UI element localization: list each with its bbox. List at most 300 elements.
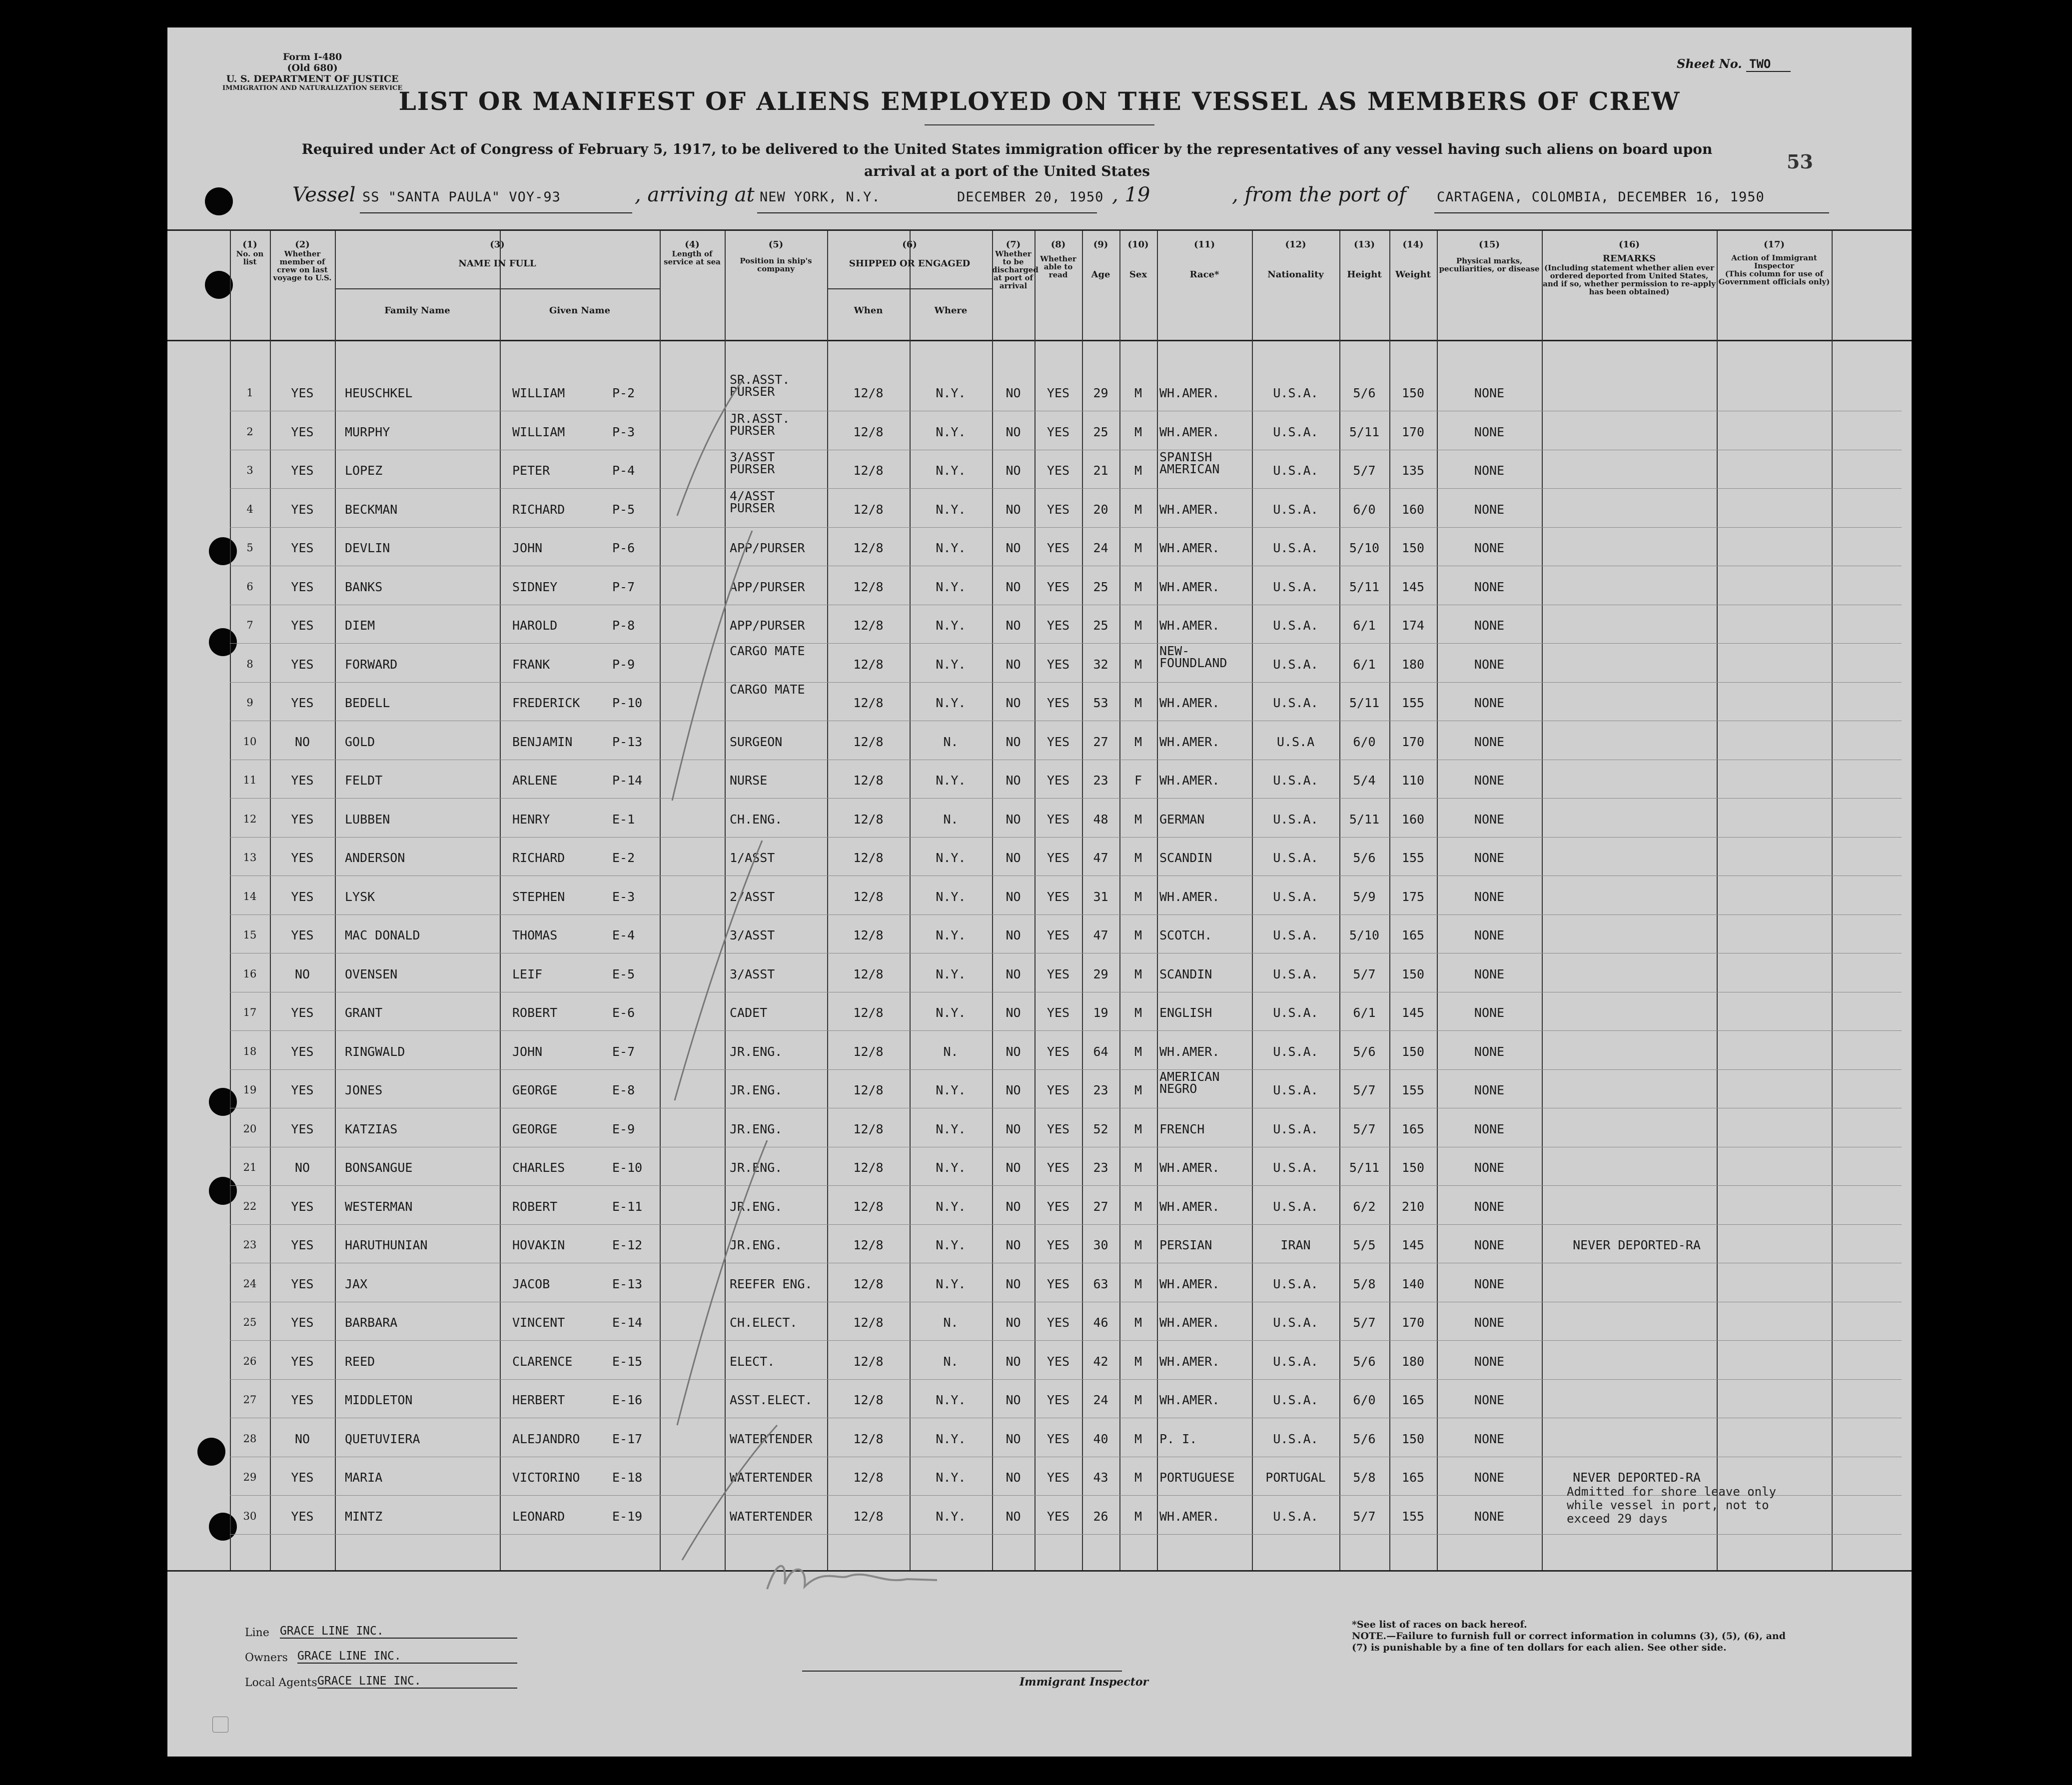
shipped-where-cell: N.Y.: [936, 1509, 966, 1524]
physical-marks-cell: NONE: [1474, 579, 1505, 594]
vessel-line: [167, 183, 1912, 216]
height-cell: 5/8: [1353, 1276, 1376, 1291]
family-name-cell: RINGWALD: [345, 1044, 405, 1059]
able-to-read-cell: YES: [1046, 1509, 1070, 1524]
race-cell: SCOTCH.: [1159, 928, 1212, 942]
able-to-read-cell: YES: [1046, 1431, 1070, 1446]
nationality-cell: U.S.A.: [1273, 1083, 1318, 1097]
discharged-cell: NO: [1006, 463, 1021, 478]
page-number: 53: [1787, 150, 1813, 173]
family-name-cell: OVENSEN: [345, 966, 398, 981]
given-name-cell: BENJAMIN: [512, 734, 573, 749]
header-nationality: [1252, 240, 1339, 280]
shipped-where-cell: N.Y.: [936, 773, 966, 788]
nationality-cell: U.S.A.: [1273, 1121, 1318, 1136]
header-weight: [1389, 240, 1437, 280]
race-cell: WH.AMER.: [1159, 773, 1220, 788]
family-name-cell: BECKMAN: [345, 502, 398, 517]
physical-marks-cell: NONE: [1474, 1354, 1505, 1369]
given-name-cell: CHARLES: [512, 1160, 565, 1175]
last-voyage-cell: YES: [291, 424, 314, 439]
nationality-cell: U.S.A.: [1273, 1431, 1318, 1446]
row-divider: [230, 837, 1902, 838]
discharged-cell: NO: [1006, 1470, 1021, 1485]
crew-code-cell: E-19: [612, 1509, 643, 1524]
weight-cell: 150: [1401, 541, 1425, 555]
shipped-when-cell: 12/8: [853, 1315, 884, 1330]
position-cell: WATERTENDER: [730, 1509, 813, 1524]
family-name-cell: BONSANGUE: [345, 1160, 413, 1175]
shipped-when-cell: 12/8: [853, 1160, 884, 1175]
sex-cell: M: [1134, 1315, 1142, 1330]
race-cell: SPANISH AMERICAN: [1159, 450, 1220, 476]
header-last-voyage: [270, 240, 335, 282]
shipped-when-cell: 12/8: [853, 1121, 884, 1136]
discharged-cell: NO: [1006, 1005, 1021, 1020]
age-cell: 42: [1093, 1354, 1108, 1369]
header-age: [1082, 240, 1119, 280]
sex-cell: M: [1134, 734, 1142, 749]
page-subtitle: Required under Act of Congress of February 5, 1917, to be delivered to the United States immigration officer by the representatives of any vessel having such aliens on board upon arrival at a port of the United States: [301, 141, 1713, 179]
height-cell: 5/10: [1349, 928, 1380, 942]
physical-marks-cell: NONE: [1474, 1121, 1505, 1136]
row-divider: [230, 1030, 1902, 1031]
physical-marks-cell: NONE: [1474, 812, 1505, 827]
last-voyage-cell: YES: [291, 1509, 314, 1524]
sex-cell: M: [1134, 386, 1142, 400]
header-num: (10): [1127, 239, 1149, 250]
check-stroke: [672, 531, 752, 801]
crew-code-cell: E-9: [612, 1121, 635, 1136]
discharged-cell: NO: [1006, 424, 1021, 439]
nationality-cell: U.S.A.: [1273, 1005, 1318, 1020]
weight-cell: 210: [1401, 1199, 1425, 1214]
physical-marks-cell: NONE: [1474, 1044, 1505, 1059]
crew-code-cell: E-14: [612, 1315, 643, 1330]
sex-cell: M: [1134, 889, 1142, 904]
departure-port: CARTAGENA, COLOMBIA, DECEMBER 16, 1950: [1437, 189, 1765, 205]
row-divider: [230, 488, 1902, 489]
able-to-read-cell: YES: [1046, 463, 1070, 478]
row-number: 20: [243, 1122, 257, 1135]
age-cell: 43: [1093, 1470, 1108, 1485]
able-to-read-cell: YES: [1046, 618, 1070, 633]
given-name-cell: GEORGE: [512, 1083, 558, 1097]
discharged-cell: NO: [1006, 1199, 1021, 1214]
arrival-date: DECEMBER 20, 1950: [957, 189, 1104, 205]
given-name-cell: LEONARD: [512, 1509, 565, 1524]
discharged-cell: NO: [1006, 889, 1021, 904]
physical-marks-cell: NONE: [1474, 1199, 1505, 1214]
nationality-cell: PORTUGAL: [1265, 1470, 1326, 1485]
position-cell: JR.ENG.: [730, 1160, 783, 1175]
crew-code-cell: P-14: [612, 773, 643, 788]
agents-label: Local Agents: [245, 1677, 317, 1689]
last-voyage-cell: NO: [294, 1431, 310, 1446]
row-number: 17: [243, 1006, 257, 1018]
height-cell: 6/1: [1353, 657, 1376, 672]
position-cell: 3/ASST PURSER: [730, 450, 775, 476]
shipped-where-cell: N.: [943, 1354, 959, 1369]
row-divider: [230, 1534, 1902, 1535]
able-to-read-cell: YES: [1046, 734, 1070, 749]
shipped-where-cell: N.Y.: [936, 1238, 966, 1252]
row-number: 8: [246, 658, 253, 670]
weight-cell: 155: [1401, 851, 1425, 865]
name-header-rule: [335, 288, 660, 289]
last-voyage-cell: YES: [291, 1393, 314, 1407]
physical-marks-cell: NONE: [1474, 734, 1505, 749]
service: IMMIGRATION AND NATURALIZATION SERVICE: [222, 84, 403, 92]
race-cell: P. I.: [1159, 1431, 1197, 1446]
column-rule: [500, 231, 501, 1570]
sex-cell: M: [1134, 1509, 1142, 1524]
age-cell: 26: [1093, 1509, 1108, 1524]
able-to-read-cell: YES: [1046, 1238, 1070, 1252]
shipped-where-cell: N.Y.: [936, 928, 966, 942]
race-cell: WH.AMER.: [1159, 1044, 1220, 1059]
height-cell: 5/7: [1353, 1121, 1376, 1136]
header-given-name: Given Name: [549, 305, 611, 316]
height-cell: 5/11: [1349, 424, 1380, 439]
nationality-cell: U.S.A.: [1273, 889, 1318, 904]
family-name-cell: JAX: [345, 1276, 368, 1291]
header-num: (14): [1402, 239, 1424, 250]
position-cell: 3/ASST: [730, 928, 775, 942]
race-cell: SCANDIN: [1159, 966, 1212, 981]
crew-code-cell: E-7: [612, 1044, 635, 1059]
header-position: [725, 240, 827, 273]
sex-cell: M: [1134, 463, 1142, 478]
last-voyage-cell: YES: [291, 812, 314, 827]
row-number: 18: [243, 1045, 257, 1057]
shipped-when-cell: 12/8: [853, 966, 884, 981]
nationality-cell: U.S.A: [1276, 734, 1315, 749]
age-cell: 48: [1093, 812, 1108, 827]
sheet-label: Sheet No.: [1677, 56, 1742, 71]
nationality-cell: U.S.A.: [1273, 1354, 1318, 1369]
family-name-cell: MINTZ: [345, 1509, 383, 1524]
form-identifier: [222, 51, 402, 92]
age-cell: 40: [1093, 1431, 1108, 1446]
position-cell: APP/PURSER: [730, 579, 805, 594]
header-num: (4): [685, 239, 700, 250]
able-to-read-cell: YES: [1046, 1393, 1070, 1407]
crew-code-cell: E-1: [612, 812, 635, 827]
shipped-when-cell: 12/8: [853, 657, 884, 672]
arrival-port: NEW YORK, N.Y.: [760, 189, 881, 205]
position-cell: CH.ELECT.: [730, 1315, 798, 1330]
race-cell: WH.AMER.: [1159, 1160, 1220, 1175]
physical-marks-cell: NONE: [1474, 889, 1505, 904]
race-cell: WH.AMER.: [1159, 579, 1220, 594]
header-inspector-action: [1717, 240, 1832, 286]
family-name-cell: KATZIAS: [345, 1121, 398, 1136]
crew-code-cell: E-15: [612, 1354, 643, 1369]
crew-code-cell: P-6: [612, 541, 635, 555]
shipped-when-cell: 12/8: [853, 502, 884, 517]
crew-code-cell: P-4: [612, 463, 635, 478]
last-voyage-cell: YES: [291, 1276, 314, 1291]
age-cell: 19: [1093, 1005, 1108, 1020]
check-stroke: [677, 1140, 767, 1425]
position-cell: ELECT.: [730, 1354, 775, 1369]
header-read: [1035, 240, 1082, 279]
row-number: 13: [243, 852, 257, 864]
race-cell: WH.AMER.: [1159, 696, 1220, 710]
row-number: 27: [243, 1394, 257, 1406]
race-cell: WH.AMER.: [1159, 386, 1220, 400]
family-name-cell: REED: [345, 1354, 375, 1369]
physical-marks-cell: NONE: [1474, 657, 1505, 672]
discharged-cell: NO: [1006, 1160, 1021, 1175]
last-voyage-cell: YES: [291, 1238, 314, 1252]
height-cell: 5/4: [1353, 773, 1376, 788]
race-cell: SCANDIN: [1159, 851, 1212, 865]
header-discharged: [992, 239, 1038, 290]
age-cell: 23: [1093, 1083, 1108, 1097]
sex-cell: M: [1134, 657, 1142, 672]
shipped-when-cell: 12/8: [853, 1431, 884, 1446]
header-text: Action of Immigrant Inspector: [1731, 253, 1817, 270]
able-to-read-cell: YES: [1046, 1121, 1070, 1136]
family-name-cell: QUETUVIERA: [345, 1431, 420, 1446]
given-name-cell: STEPHEN: [512, 889, 565, 904]
row-number: 2: [246, 425, 253, 438]
shipped-where-cell: N.Y.: [936, 618, 966, 633]
last-voyage-cell: YES: [291, 1121, 314, 1136]
sex-cell: M: [1134, 1393, 1142, 1407]
footnotes: [1352, 1619, 1802, 1654]
last-voyage-cell: YES: [291, 657, 314, 672]
row-divider: [230, 1224, 1902, 1225]
shipped-when-cell: 12/8: [853, 1470, 884, 1485]
position-cell: APP/PURSER: [730, 541, 805, 555]
row-number: 16: [243, 967, 257, 980]
discharged-cell: NO: [1006, 1276, 1021, 1291]
header-num: (3): [490, 239, 505, 250]
position-cell: CARGO MATE: [730, 643, 805, 658]
header-text: Age: [1091, 269, 1110, 280]
given-name-cell: VICTORINO: [512, 1470, 580, 1485]
penalty-note: NOTE.—Failure to furnish full or correct information in columns (3), (5), (6), and (7) is punishable by a fine of ten dollars for each alien. See other side.: [1352, 1631, 1786, 1653]
shipped-when-cell: 12/8: [853, 463, 884, 478]
header-num: (6): [902, 239, 917, 250]
year-label: , 19: [1112, 183, 1150, 206]
sex-cell: F: [1134, 773, 1142, 788]
nationality-cell: U.S.A.: [1273, 541, 1318, 555]
given-name-cell: VINCENT: [512, 1315, 565, 1330]
position-cell: 4/ASST PURSER: [730, 488, 775, 515]
port-underline: [757, 212, 1097, 213]
race-cell: WH.AMER.: [1159, 1276, 1220, 1291]
row-divider: [230, 1340, 1902, 1341]
last-voyage-cell: YES: [291, 502, 314, 517]
position-cell: 1/ASST: [730, 851, 775, 865]
race-cell: PORTUGUESE: [1159, 1470, 1235, 1485]
crew-code-cell: E-8: [612, 1083, 635, 1097]
crew-code-cell: E-13: [612, 1276, 643, 1291]
physical-marks-cell: NONE: [1474, 1431, 1505, 1446]
sheet-value: TWO: [1746, 57, 1791, 72]
last-voyage-cell: YES: [291, 579, 314, 594]
shipped-where-cell: N.: [943, 1315, 959, 1330]
owners-label: Owners: [245, 1652, 288, 1664]
weight-cell: 175: [1401, 889, 1425, 904]
able-to-read-cell: YES: [1046, 386, 1070, 400]
nationality-cell: U.S.A.: [1273, 928, 1318, 942]
discharged-cell: NO: [1006, 1354, 1021, 1369]
shipped-where-cell: N.: [943, 734, 959, 749]
race-cell: WH.AMER.: [1159, 618, 1220, 633]
check-stroke: [682, 1425, 777, 1560]
header-num: (12): [1285, 239, 1306, 250]
position-cell: REEFER ENG.: [730, 1276, 813, 1291]
weight-cell: 145: [1401, 1005, 1425, 1020]
able-to-read-cell: YES: [1046, 1005, 1070, 1020]
header-num: (11): [1193, 239, 1215, 250]
nationality-cell: U.S.A.: [1273, 812, 1318, 827]
weight-cell: 145: [1401, 1238, 1425, 1252]
given-name-cell: WILLIAM: [512, 424, 565, 439]
family-name-cell: DEVLIN: [345, 541, 390, 555]
header-when: When: [854, 305, 883, 316]
discharged-cell: NO: [1006, 1238, 1021, 1252]
able-to-read-cell: YES: [1046, 1470, 1070, 1485]
discharged-cell: NO: [1006, 812, 1021, 827]
discharged-cell: NO: [1006, 734, 1021, 749]
race-cell: WH.AMER.: [1159, 889, 1220, 904]
able-to-read-cell: YES: [1046, 1276, 1070, 1291]
shipped-where-cell: N.Y.: [936, 1199, 966, 1214]
age-cell: 23: [1093, 773, 1108, 788]
age-cell: 47: [1093, 851, 1108, 865]
discharged-cell: NO: [1006, 502, 1021, 517]
header-text: Whether member of crew on last voyage to U.S.: [273, 249, 332, 282]
shipped-where-cell: N.Y.: [936, 966, 966, 981]
age-cell: 64: [1093, 1044, 1108, 1059]
last-voyage-cell: YES: [291, 1199, 314, 1214]
sex-cell: M: [1134, 812, 1142, 827]
crew-code-cell: E-3: [612, 889, 635, 904]
header-sex: [1119, 240, 1157, 280]
shipped-when-cell: 12/8: [853, 1238, 884, 1252]
header-race: [1157, 240, 1252, 280]
height-cell: 5/6: [1353, 1354, 1376, 1369]
family-name-cell: LOPEZ: [345, 463, 383, 478]
row-number: 23: [243, 1239, 257, 1251]
header-num: (1): [242, 239, 257, 250]
crew-code-cell: E-11: [612, 1199, 643, 1214]
age-cell: 31: [1093, 889, 1108, 904]
shipped-when-cell: 12/8: [853, 1199, 884, 1214]
shipped-where-cell: N.Y.: [936, 696, 966, 710]
position-cell: JR.ENG.: [730, 1121, 783, 1136]
crew-code-cell: E-2: [612, 851, 635, 865]
physical-marks-cell: NONE: [1474, 1276, 1505, 1291]
height-cell: 6/0: [1353, 734, 1376, 749]
weight-cell: 150: [1401, 386, 1425, 400]
age-cell: 27: [1093, 1199, 1108, 1214]
header-num: (2): [295, 239, 310, 250]
height-cell: 5/6: [1353, 851, 1376, 865]
race-cell: WH.AMER.: [1159, 502, 1220, 517]
weight-cell: 155: [1401, 696, 1425, 710]
header-text: Physical marks, peculiarities, or disease: [1439, 256, 1540, 273]
given-name-cell: HERBERT: [512, 1393, 565, 1407]
header-num: (13): [1353, 239, 1375, 250]
nationality-cell: U.S.A.: [1273, 1199, 1318, 1214]
last-voyage-cell: YES: [291, 889, 314, 904]
height-cell: 6/2: [1353, 1199, 1376, 1214]
shipped-where-cell: N.Y.: [936, 1470, 966, 1485]
discharged-cell: NO: [1006, 386, 1021, 400]
discharged-cell: NO: [1006, 1315, 1021, 1330]
last-voyage-cell: YES: [291, 1470, 314, 1485]
nationality-cell: U.S.A.: [1273, 1315, 1318, 1330]
discharged-cell: NO: [1006, 696, 1021, 710]
weight-cell: 150: [1401, 966, 1425, 981]
physical-marks-cell: NONE: [1474, 1083, 1505, 1097]
race-cell: NEW- FOUNDLAND: [1159, 643, 1227, 670]
physical-marks-cell: NONE: [1474, 1005, 1505, 1020]
position-cell: JR.ENG.: [730, 1199, 783, 1214]
given-name-cell: RICHARD: [512, 851, 565, 865]
header-text: Nationality: [1267, 269, 1324, 280]
weight-cell: 150: [1401, 1044, 1425, 1059]
departure-underline: [1434, 212, 1829, 213]
header-length-service: [660, 240, 725, 266]
row-number: 15: [243, 929, 257, 941]
physical-marks-cell: NONE: [1474, 928, 1505, 942]
column-rule: [1832, 231, 1833, 1570]
able-to-read-cell: YES: [1046, 1315, 1070, 1330]
shipped-when-cell: 12/8: [853, 696, 884, 710]
race-cell: WH.AMER.: [1159, 424, 1220, 439]
family-name-cell: LUBBEN: [345, 812, 390, 827]
shipped-where-cell: N.Y.: [936, 1121, 966, 1136]
shipped-when-cell: 12/8: [853, 1354, 884, 1369]
header-text: Race*: [1189, 269, 1219, 280]
sex-cell: M: [1134, 1083, 1142, 1097]
shipped-when-cell: 12/8: [853, 424, 884, 439]
age-cell: 32: [1093, 657, 1108, 672]
sex-cell: M: [1134, 1238, 1142, 1252]
row-number: 21: [243, 1161, 257, 1173]
weight-cell: 160: [1401, 812, 1425, 827]
discharged-cell: NO: [1006, 1431, 1021, 1446]
position-cell: 2/ASST: [730, 889, 775, 904]
header-physical-marks: [1437, 240, 1542, 273]
header-subtext: (Including statement whether alien ever ordered deported from United States, and if so, whether permission to re-apply has been obtained): [1543, 263, 1716, 296]
given-name-cell: JACOB: [512, 1276, 550, 1291]
able-to-read-cell: YES: [1046, 851, 1070, 865]
crew-code-cell: P-5: [612, 502, 635, 517]
row-divider: [230, 914, 1902, 915]
crew-code-cell: P-3: [612, 424, 635, 439]
last-voyage-cell: YES: [291, 1083, 314, 1097]
column-rule: [1542, 231, 1543, 1570]
shipped-when-cell: 12/8: [853, 889, 884, 904]
age-cell: 29: [1093, 386, 1108, 400]
last-voyage-cell: NO: [294, 1160, 310, 1175]
given-name-cell: JOHN: [512, 1044, 543, 1059]
nationality-cell: U.S.A.: [1273, 1160, 1318, 1175]
family-name-cell: JONES: [345, 1083, 383, 1097]
from-label: , from the port of: [1232, 183, 1406, 206]
shipped-when-cell: 12/8: [853, 851, 884, 865]
shipped-when-cell: 12/8: [853, 541, 884, 555]
